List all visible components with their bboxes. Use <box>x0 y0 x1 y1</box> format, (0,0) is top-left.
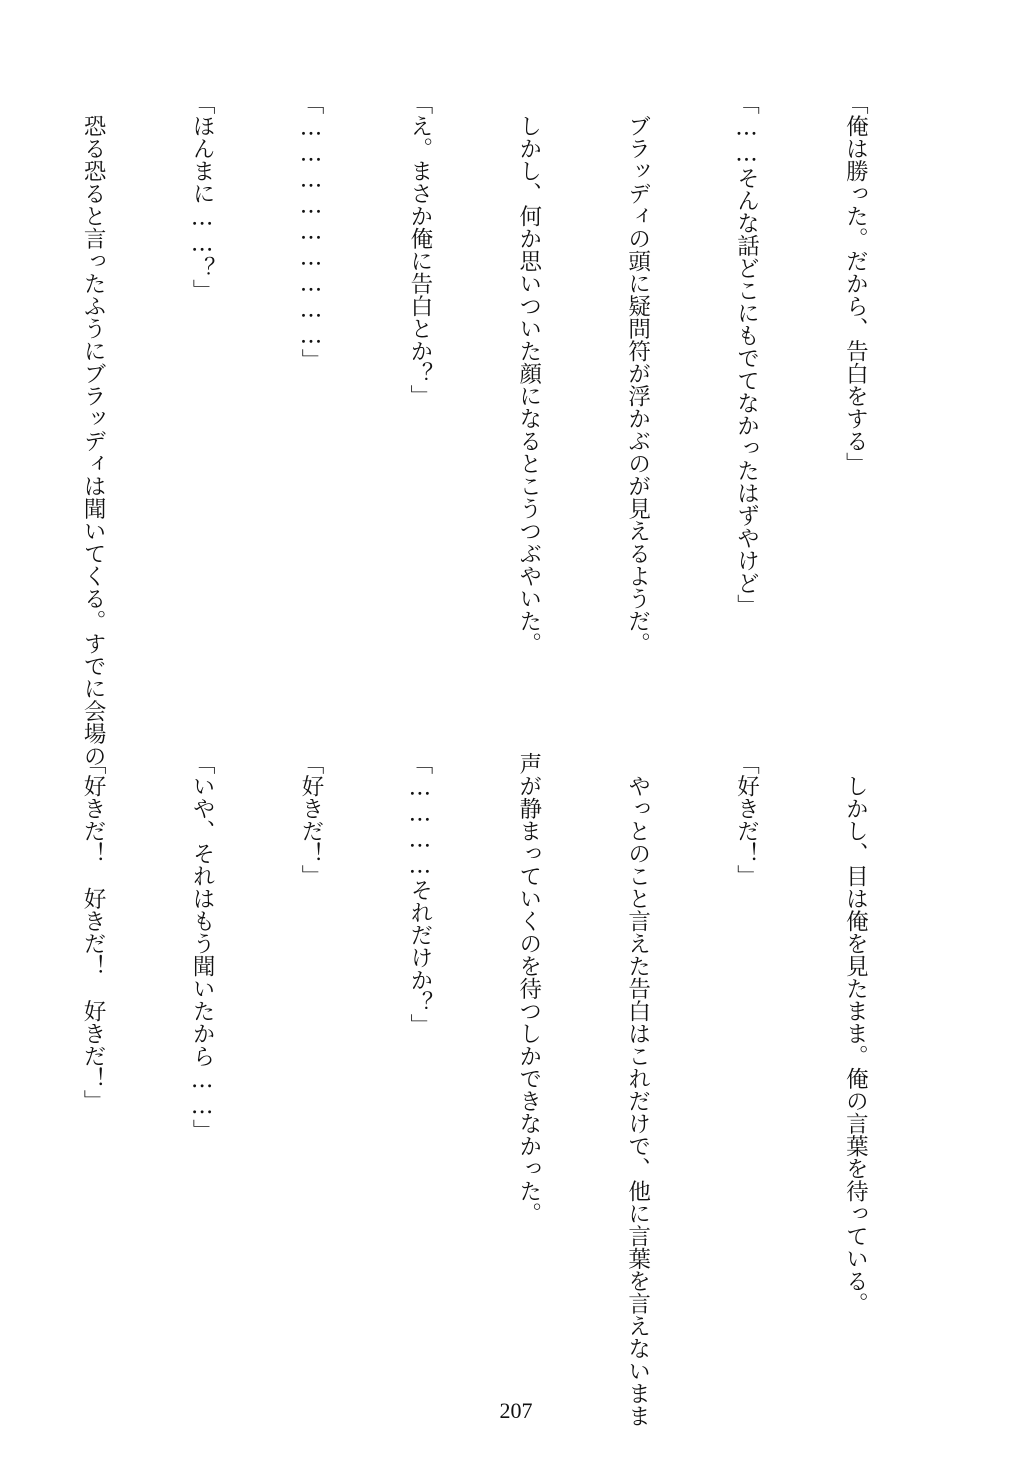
text-line <box>0 92 2 732</box>
text-line: 声が静まっていくのを待つしかできなかった。 <box>515 752 542 1225</box>
text-line: やっとのこと言えた告白はこれだけで、他に言葉を言えないまま <box>624 752 651 1427</box>
page-number: 207 <box>499 1398 533 1423</box>
text-line: 「俺は勝った。だから、告白をする」 <box>842 92 869 475</box>
text-line: 「え。まさか俺に告白とか？」 <box>406 92 433 407</box>
text-line: 「ほんまに……？」 <box>189 92 216 302</box>
upper-text-block <box>80 92 946 767</box>
text-line: 「好きだ！」 <box>297 752 324 887</box>
text-line: ブラッディの頭に疑問符が浮かぶのが見えるようだ。 <box>624 92 651 655</box>
text-line <box>0 752 2 1392</box>
text-line: しかし、目は俺を見たまま。俺の言葉を待っている。 <box>842 752 869 1315</box>
text-line: 「好きだ！ 好きだ！ 好きだ！」 <box>80 752 107 1112</box>
text-line: しかし、何か思いついた顔になるとこうつぶやいた。 <box>515 92 542 655</box>
text-line: 「いや、それはもう聞いたから……」 <box>189 752 216 1142</box>
text-line: 恐る恐ると言ったふうにブラッディは聞いてくる。すでに会場の <box>80 92 107 767</box>
text-line: 「…………それだけか？」 <box>406 752 433 1036</box>
text-line: 「好きだ！」 <box>733 752 760 887</box>
text-line: 「………………………」 <box>297 92 324 371</box>
text-line: 「……そんな話どこにもでてなかったはずやけど」 <box>733 92 760 617</box>
